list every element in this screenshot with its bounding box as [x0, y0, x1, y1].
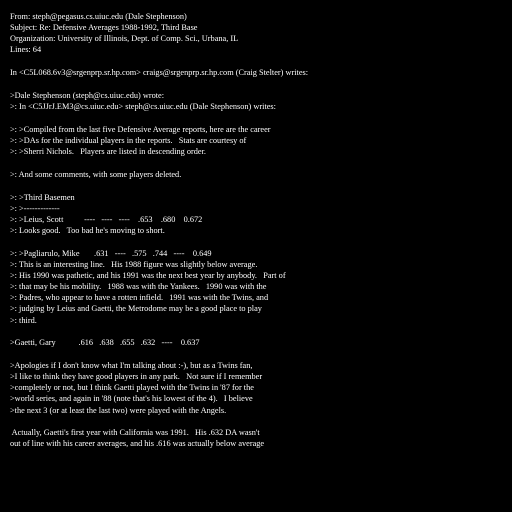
quote-intro: [10, 90, 510, 112]
message-header: [10, 11, 510, 56]
apologies-paragraph: [10, 360, 510, 416]
header-organization: Organization: University of Illinois, Dept. of Comp. Sci., Urbana, IL: [10, 34, 239, 44]
stats-row-leius: >: >Leius, Scott ---- ---- ---- .653 .680 0.672: [10, 214, 203, 224]
comment-line: >: Looks good. Too bad he's moving to short.: [10, 225, 165, 235]
quote-line: >: In <C5JJrJ.EM3@cs.uiuc.edu> steph@cs.uiuc.edu (Dale Stephenson) writes:: [10, 102, 276, 112]
header-subject: Subject: Re: Defensive Averages 1988-1992, Third Base: [10, 23, 198, 33]
quote-line: >: >Sherri Nichols. Players are listed in descending order.: [10, 147, 206, 157]
header-lines: Lines: 64: [10, 45, 42, 55]
comments-paragraph: [10, 169, 510, 180]
attribution: [10, 67, 510, 78]
quote-line: >: >DAs for the individual players in the reports. Stats are courtesy of: [10, 135, 247, 145]
section-title: >: >Third Basemen: [10, 192, 75, 202]
quote-line: >I like to think they have good players in any park. Not sure if I remember: [10, 372, 263, 382]
quote-line: >: >Compiled from the last five Defensive Average reports, here are the career: [10, 124, 271, 134]
comment-line: >: that may be his mobility. 1988 was with the Yankees. 1990 was with the: [10, 282, 267, 292]
stats-row-pagliarulo: >: >Pagliarulo, Mike .631 ---- .575 .744 ---- 0.649: [10, 248, 212, 258]
quote-line: >: And some comments, with some players deleted.: [10, 169, 182, 179]
comment-line: >: His 1990 was pathetic, and his 1991 was the next best year by anybody. Part of: [10, 270, 286, 280]
header-from: From: steph@pegasus.cs.uiuc.edu (Dale Stephenson): [10, 12, 187, 21]
comment-line: >: third.: [10, 315, 37, 325]
comment-line: >: judging by Leius and Gaetti, the Metrodome may be a good place to play: [10, 304, 262, 314]
third-basemen-section: [10, 192, 510, 237]
comment-line: >: Padres, who appear to have a rotten infield. 1991 was with the Twins, and: [10, 293, 269, 303]
pagliarulo-paragraph: [10, 248, 510, 326]
comment-line: >: This is an interesting line. His 1988 figure was slightly below average.: [10, 259, 258, 269]
stats-row-gaetti: >Gaetti, Gary .616 .638 .655 .632 ---- 0.637: [10, 338, 200, 348]
quote-line: >completely or not, but I think Gaetti played with the Twins in '87 for the: [10, 383, 254, 393]
quote-line: >world series, and again in '88 (note that's his lowest of the 4). I believe: [10, 394, 253, 404]
compiled-paragraph: [10, 124, 510, 157]
attribution-line: In <C5L068.6v3@srgenprp.sr.hp.com> craigs@srgenprp.sr.hp.com (Craig Stelter) writes:: [10, 68, 309, 78]
actually-paragraph: [10, 427, 510, 449]
quote-line: >the next 3 (or at least the last two) were played with the Angels.: [10, 405, 227, 415]
section-underline: >: >-------------: [10, 203, 60, 213]
body-line: out of line with his career averages, and his .616 was actually below average: [10, 439, 265, 449]
quote-line: >Apologies if I don't know what I'm talking about :-), but as a Twins fan,: [10, 360, 253, 370]
newsgroup-post: [10, 11, 510, 450]
body-line: Actually, Gaetti's first year with California was 1991. His .632 DA wasn't: [10, 428, 260, 438]
gaetti-stats: [10, 337, 510, 348]
quote-line: >Dale Stephenson (steph@cs.uiuc.edu) wrote:: [10, 90, 165, 100]
